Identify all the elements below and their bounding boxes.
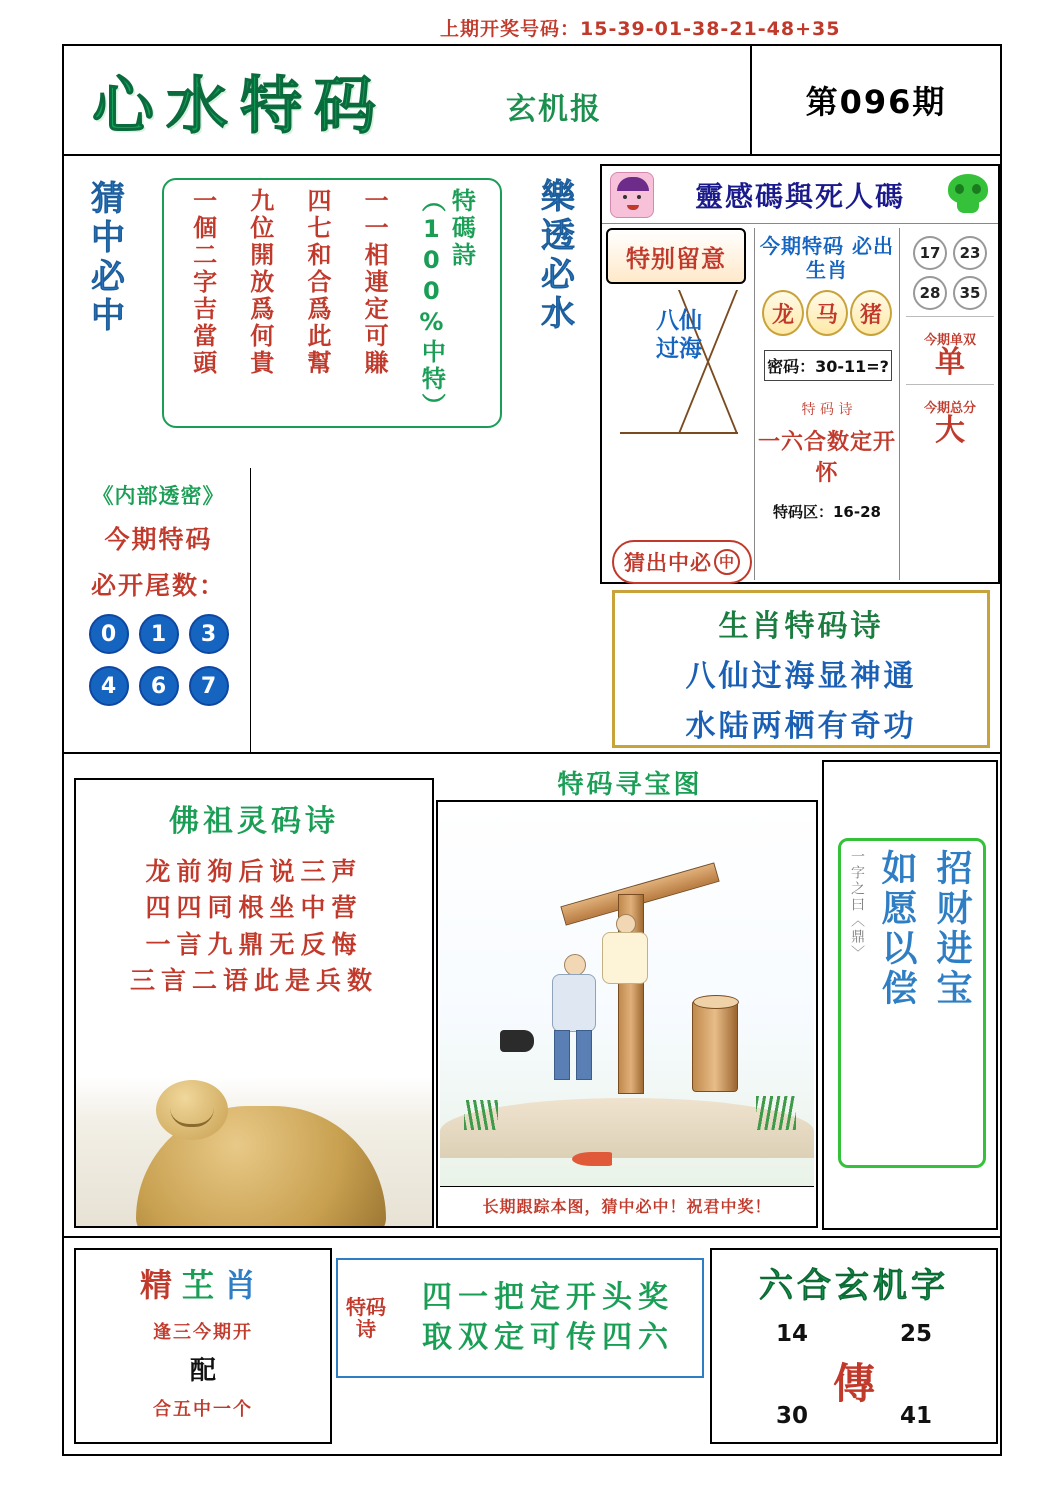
- lucky-number-grid: [902, 236, 998, 310]
- banner-column-3: 一字之曰〈鼎〉: [849, 849, 865, 961]
- zodiac-poem-box: [612, 590, 990, 748]
- buddha-poem-line-1: 龙前狗后说三声: [145, 857, 363, 886]
- tema-poem-line: 一六合数定开怀: [757, 430, 896, 486]
- odd-even-label: 今期单双: [923, 333, 976, 348]
- tail-ball-row-2: [66, 666, 251, 706]
- tema-poem-label: 特碼詩（100%中特）: [417, 188, 476, 420]
- guess-oval-text: 猜出中必: [624, 551, 712, 575]
- banner-column-1: 招财进宝: [931, 849, 972, 1009]
- lucky-number: 28: [913, 276, 947, 310]
- buddha-poem-header: 佛祖灵码诗: [169, 804, 339, 839]
- bottom-tema-poem-line1: 四一把定开头奖: [422, 1279, 674, 1315]
- tail-ball-row-1: [66, 614, 251, 654]
- treasure-illustration: [440, 804, 814, 1186]
- issue-box: [750, 46, 1000, 154]
- mystic-number-3: 30: [776, 1403, 809, 1429]
- guess-oval-badge: [612, 540, 752, 584]
- spirit-code-box: [600, 164, 1000, 584]
- slogan-left: [78, 180, 138, 336]
- last-draw-strip: [0, 0, 1063, 40]
- tema-poem-small-label: 特 码 诗: [801, 402, 853, 418]
- spirit-code-header: [602, 166, 998, 224]
- issue-number: 第096期: [805, 83, 947, 121]
- slogan-right-char-2: 透: [541, 216, 575, 257]
- divider-horizontal-1: [64, 752, 1000, 754]
- tema-zone-line: 特码区：16-28: [773, 503, 881, 521]
- tema-poem-col-2: 四七和合爲此幫: [302, 188, 331, 377]
- password-line: 密码：30-11=?: [764, 350, 892, 381]
- lucky-number: 35: [953, 276, 987, 310]
- buddha-poem-line-3: 一言九鼎无反悔: [145, 929, 363, 959]
- inner-secret-line2: 必开尾数：: [90, 571, 226, 600]
- bottom-tema-poem-box: [336, 1258, 704, 1378]
- lucky-number: 17: [913, 236, 947, 270]
- zodiac-item: 马: [806, 290, 848, 336]
- treasure-map-title: 特码寻宝图: [557, 770, 703, 800]
- tema-poem-col-3: 九位開放爲何貴: [245, 188, 274, 377]
- treasure-map-caption: 长期跟踪本图，猜中必中！祝君中奖！: [440, 1186, 814, 1224]
- slogan-left-char-2: 中: [91, 218, 125, 259]
- mystic-number-2: 25: [900, 1321, 933, 1347]
- bottom-tema-poem-line2: 取双定可传四六: [422, 1320, 674, 1355]
- last-draw-numbers: 上期开奖号码：15-39-01-38-21-48+35: [440, 18, 841, 40]
- figure-right: [588, 914, 658, 1014]
- treasure-map-box: [436, 800, 818, 1228]
- sum-label: 今期总分: [923, 401, 976, 416]
- bottom-left-title-char-3: 肖: [224, 1266, 267, 1304]
- inner-secret-block: [66, 470, 251, 750]
- spirit-mid-column: [754, 228, 900, 580]
- zodiac-poem-header: 生肖特码诗: [718, 609, 884, 644]
- mystic-word-grid: [712, 1307, 996, 1447]
- mystic-center-word: 傳: [832, 1359, 875, 1408]
- zodiac-item: 龙: [762, 290, 804, 336]
- spirit-code-title: 靈感碼與死人碼: [694, 179, 905, 213]
- sum-value: 大: [935, 413, 965, 448]
- spirit-left-column: [606, 228, 752, 575]
- wealth-banner-box: [822, 760, 998, 1230]
- divider-vertical: [250, 468, 251, 753]
- tema-poem-col-1: 一一相連定可賺: [360, 188, 389, 377]
- face-icon: [610, 172, 654, 218]
- inner-secret-header: 《内部透密》: [92, 484, 225, 508]
- masthead: [64, 46, 1000, 156]
- special-note-badge: 特别留意: [606, 228, 746, 284]
- wealth-banner: [838, 838, 986, 1168]
- tema-poem-col-4: 一個二字吉當頭: [188, 188, 217, 377]
- slogan-right-char-4: 水: [541, 294, 575, 335]
- bottom-right-box: [710, 1248, 998, 1444]
- buddha-poem-box: [74, 778, 434, 1228]
- zodiac-section-title: 今期特码 必出生肖: [760, 234, 894, 282]
- spirit-right-column: [902, 228, 998, 446]
- buddha-poem-line-4: 三言二语此是兵数: [129, 965, 378, 995]
- bottom-tema-poem-label: 特码诗: [346, 1295, 386, 1341]
- slogan-left-char-1: 猜: [91, 179, 125, 219]
- skull-icon: [948, 174, 988, 216]
- buddha-image: [76, 1076, 434, 1226]
- buddha-poem-line-2: 四四同根坐中营: [145, 893, 363, 923]
- bottom-left-title: [76, 1260, 330, 1306]
- tema-poem-box: [162, 178, 502, 428]
- fish-icon: [572, 1152, 612, 1166]
- slogan-right-char-3: 必: [541, 255, 575, 296]
- zodiac-poem-line2: 水陆两栖有奇功: [685, 709, 917, 744]
- mystic-number-1: 14: [776, 1321, 809, 1347]
- tail-ball: 7: [189, 666, 229, 706]
- bottom-left-title-char-2: 芏: [181, 1266, 224, 1304]
- zodiac-item: 猪: [850, 290, 892, 336]
- page-title: 心水特码: [92, 69, 389, 142]
- guess-oval-dot: 中: [714, 549, 740, 575]
- banner-column-2: 如愿以偿: [876, 849, 917, 1009]
- page-subtitle: 玄机报: [506, 92, 602, 127]
- zodiac-poem-line1: 八仙过海显神通: [685, 659, 917, 694]
- odd-even-value: 单: [935, 345, 965, 380]
- slogan-right: [528, 178, 588, 334]
- slogan-left-char-3: 必: [91, 257, 125, 298]
- tail-ball: 1: [139, 614, 179, 654]
- bottom-left-line2: 逢三今期开: [153, 1322, 253, 1343]
- lucky-number: 23: [953, 236, 987, 270]
- zodiac-row: [755, 290, 899, 336]
- spirit-code-body: [602, 224, 998, 584]
- mystic-number-4: 41: [900, 1403, 933, 1429]
- bottom-left-box: [74, 1248, 332, 1444]
- triangle-graphic: [606, 290, 752, 440]
- bottom-right-title: 六合玄机字: [759, 1266, 949, 1306]
- slogan-left-char-4: 中: [91, 296, 125, 337]
- tail-ball: 0: [89, 614, 129, 654]
- inner-secret-line1: 今期特码: [104, 525, 213, 554]
- tail-ball: 6: [139, 666, 179, 706]
- slogan-right-char-1: 樂: [541, 177, 575, 217]
- tail-ball: 3: [189, 614, 229, 654]
- divider-horizontal-2: [64, 1236, 1000, 1238]
- bottom-left-line3: 配: [189, 1356, 216, 1386]
- axe-icon: [500, 1030, 534, 1052]
- bottom-left-title-char-1: 精: [139, 1266, 182, 1304]
- tail-ball: 4: [89, 666, 129, 706]
- bottom-left-line4: 合五中一个: [153, 1399, 253, 1420]
- triangle-text: 八仙过海: [656, 308, 702, 362]
